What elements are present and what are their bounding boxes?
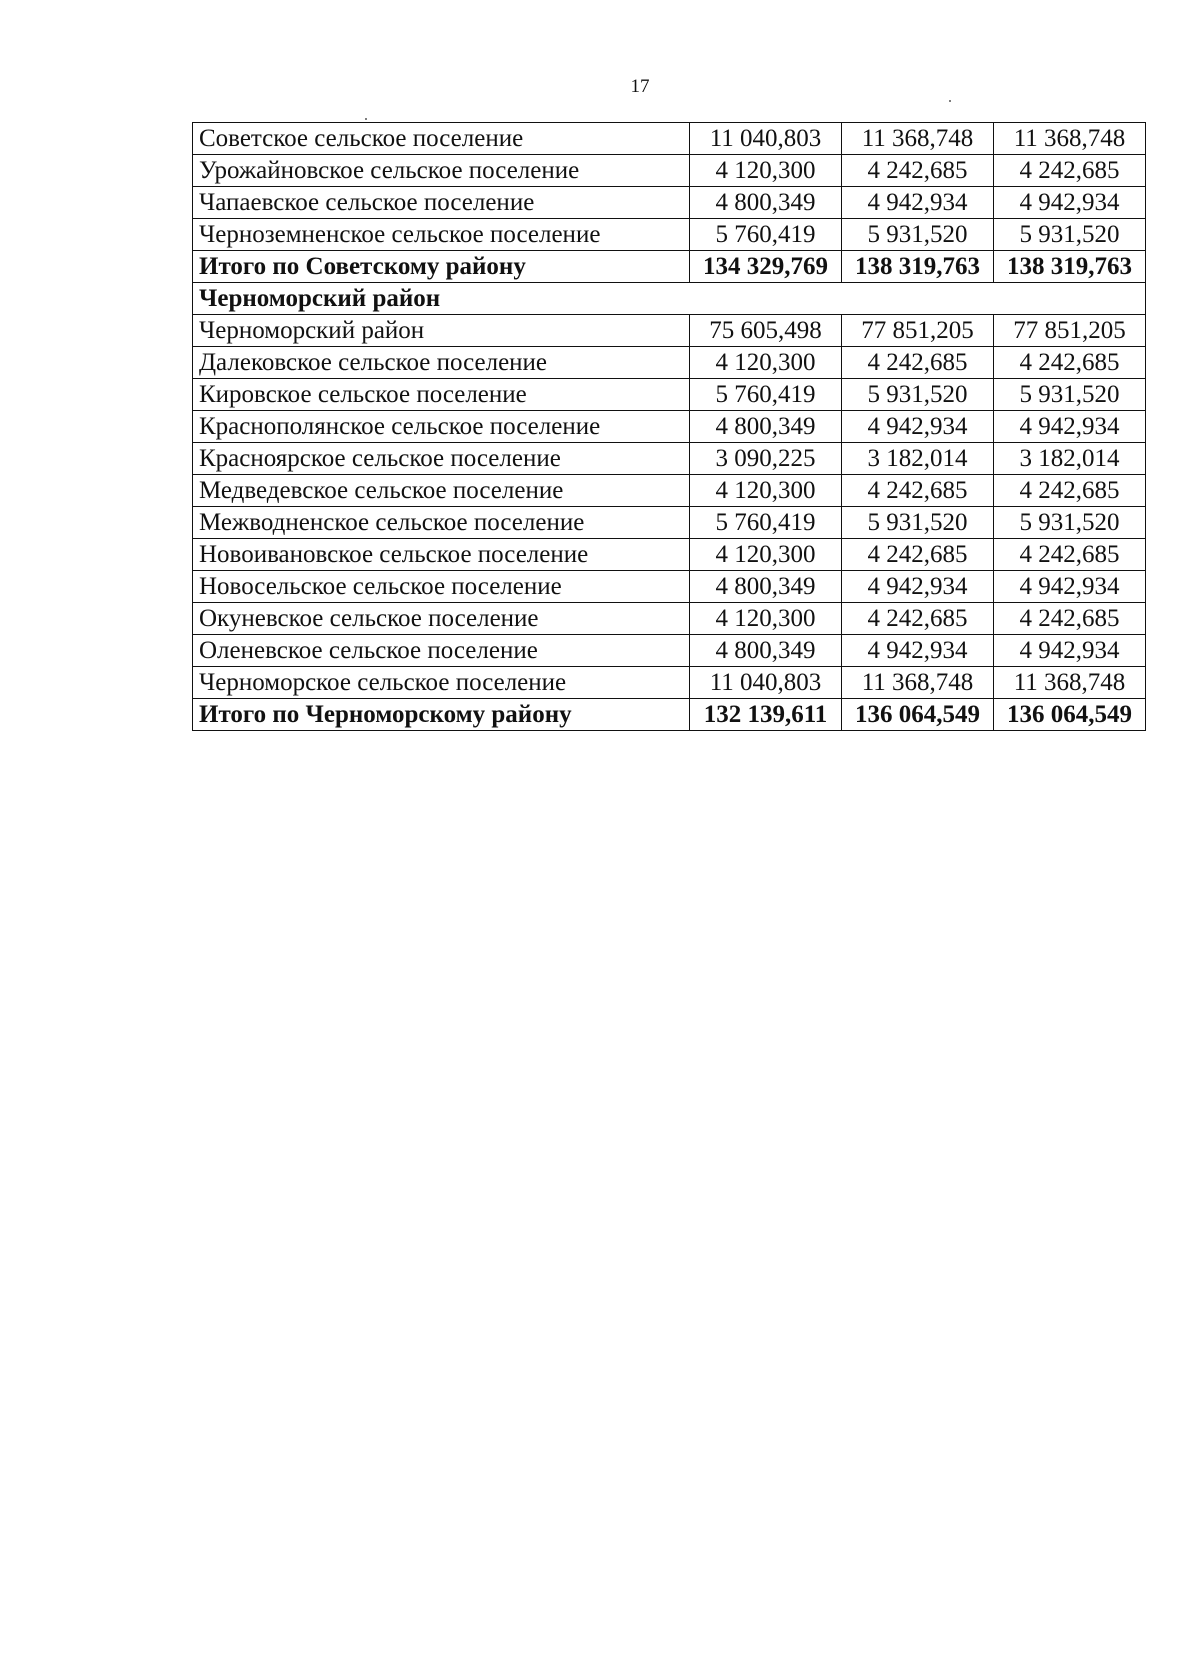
amount-col-1: 5 760,419: [690, 219, 842, 251]
amount-col-1: 134 329,769: [690, 251, 842, 283]
table-row: [193, 219, 1146, 251]
total-row: [193, 699, 1146, 731]
table-row: [193, 507, 1146, 539]
amount-col-3: 4 242,685: [994, 539, 1146, 571]
amount-col-3: 4 242,685: [994, 347, 1146, 379]
budget-table-body: [193, 123, 1146, 731]
settlement-name: Чапаевское сельское поселение: [193, 187, 690, 219]
table-row: [193, 635, 1146, 667]
page-number: 17: [630, 76, 650, 97]
amount-col-3: 4 942,934: [994, 187, 1146, 219]
settlement-name: Далековское сельское поселение: [193, 347, 690, 379]
settlement-name: Межводненское сельское поселение: [193, 507, 690, 539]
table-row: [193, 347, 1146, 379]
settlement-name: Советское сельское поселение: [193, 123, 690, 155]
table-row: [193, 123, 1146, 155]
section-header-label: Черноморский район: [193, 283, 1146, 315]
settlement-name: Черноземненское сельское поселение: [193, 219, 690, 251]
amount-col-3: 136 064,549: [994, 699, 1146, 731]
amount-col-2: 11 368,748: [842, 667, 994, 699]
amount-col-1: 4 120,300: [690, 155, 842, 187]
amount-col-2: 4 942,934: [842, 411, 994, 443]
amount-col-2: 5 931,520: [842, 507, 994, 539]
amount-col-1: 75 605,498: [690, 315, 842, 347]
amount-col-2: 4 242,685: [842, 539, 994, 571]
table-row: [193, 155, 1146, 187]
table-row: [193, 539, 1146, 571]
table-row: [193, 379, 1146, 411]
amount-col-1: 4 120,300: [690, 475, 842, 507]
section-header-row: [193, 283, 1146, 315]
amount-col-1: 5 760,419: [690, 379, 842, 411]
settlement-name: Новоивановское сельское поселение: [193, 539, 690, 571]
amount-col-2: 136 064,549: [842, 699, 994, 731]
amount-col-1: 4 120,300: [690, 347, 842, 379]
amount-col-2: 4 942,934: [842, 571, 994, 603]
settlement-name: Черноморский район: [193, 315, 690, 347]
settlement-name: Медведевское сельское поселение: [193, 475, 690, 507]
amount-col-3: 5 931,520: [994, 219, 1146, 251]
scan-speck: [949, 100, 951, 102]
amount-col-3: 5 931,520: [994, 379, 1146, 411]
settlement-name: Урожайновское сельское поселение: [193, 155, 690, 187]
table-row: [193, 315, 1146, 347]
amount-col-3: 11 368,748: [994, 667, 1146, 699]
table-row: [193, 667, 1146, 699]
amount-col-3: 4 242,685: [994, 603, 1146, 635]
amount-col-2: 5 931,520: [842, 379, 994, 411]
amount-col-3: 5 931,520: [994, 507, 1146, 539]
table-row: [193, 411, 1146, 443]
amount-col-3: 77 851,205: [994, 315, 1146, 347]
settlement-name: Краснополянское сельское поселение: [193, 411, 690, 443]
budget-table: [192, 122, 1146, 731]
table-row: [193, 475, 1146, 507]
amount-col-3: 4 942,934: [994, 411, 1146, 443]
table-row: [193, 443, 1146, 475]
amount-col-3: 4 942,934: [994, 571, 1146, 603]
amount-col-1: 4 800,349: [690, 187, 842, 219]
amount-col-3: 4 242,685: [994, 155, 1146, 187]
amount-col-2: 138 319,763: [842, 251, 994, 283]
amount-col-1: 11 040,803: [690, 123, 842, 155]
amount-col-1: 11 040,803: [690, 667, 842, 699]
settlement-name: Черноморское сельское поселение: [193, 667, 690, 699]
settlement-name: Оленевское сельское поселение: [193, 635, 690, 667]
amount-col-3: 11 368,748: [994, 123, 1146, 155]
amount-col-1: 132 139,611: [690, 699, 842, 731]
total-label: Итого по Черноморскому району: [193, 699, 690, 731]
amount-col-2: 5 931,520: [842, 219, 994, 251]
amount-col-3: 4 942,934: [994, 635, 1146, 667]
amount-col-1: 4 800,349: [690, 411, 842, 443]
table-row: [193, 603, 1146, 635]
amount-col-1: 4 800,349: [690, 635, 842, 667]
table-row: [193, 187, 1146, 219]
settlement-name: Кировское сельское поселение: [193, 379, 690, 411]
amount-col-3: 4 242,685: [994, 475, 1146, 507]
amount-col-2: 4 942,934: [842, 635, 994, 667]
amount-col-1: 4 120,300: [690, 603, 842, 635]
amount-col-2: 11 368,748: [842, 123, 994, 155]
amount-col-2: 4 242,685: [842, 603, 994, 635]
amount-col-2: 4 242,685: [842, 475, 994, 507]
table-row: [193, 571, 1146, 603]
amount-col-3: 3 182,014: [994, 443, 1146, 475]
amount-col-1: 3 090,225: [690, 443, 842, 475]
amount-col-2: 77 851,205: [842, 315, 994, 347]
amount-col-1: 4 800,349: [690, 571, 842, 603]
settlement-name: Новосельское сельское поселение: [193, 571, 690, 603]
amount-col-1: 4 120,300: [690, 539, 842, 571]
settlement-name: Красноярское сельское поселение: [193, 443, 690, 475]
amount-col-2: 3 182,014: [842, 443, 994, 475]
amount-col-1: 5 760,419: [690, 507, 842, 539]
total-label: Итого по Советскому району: [193, 251, 690, 283]
amount-col-2: 4 942,934: [842, 187, 994, 219]
total-row: [193, 251, 1146, 283]
settlement-name: Окуневское сельское поселение: [193, 603, 690, 635]
scan-speck: [365, 118, 367, 120]
amount-col-2: 4 242,685: [842, 347, 994, 379]
amount-col-3: 138 319,763: [994, 251, 1146, 283]
amount-col-2: 4 242,685: [842, 155, 994, 187]
